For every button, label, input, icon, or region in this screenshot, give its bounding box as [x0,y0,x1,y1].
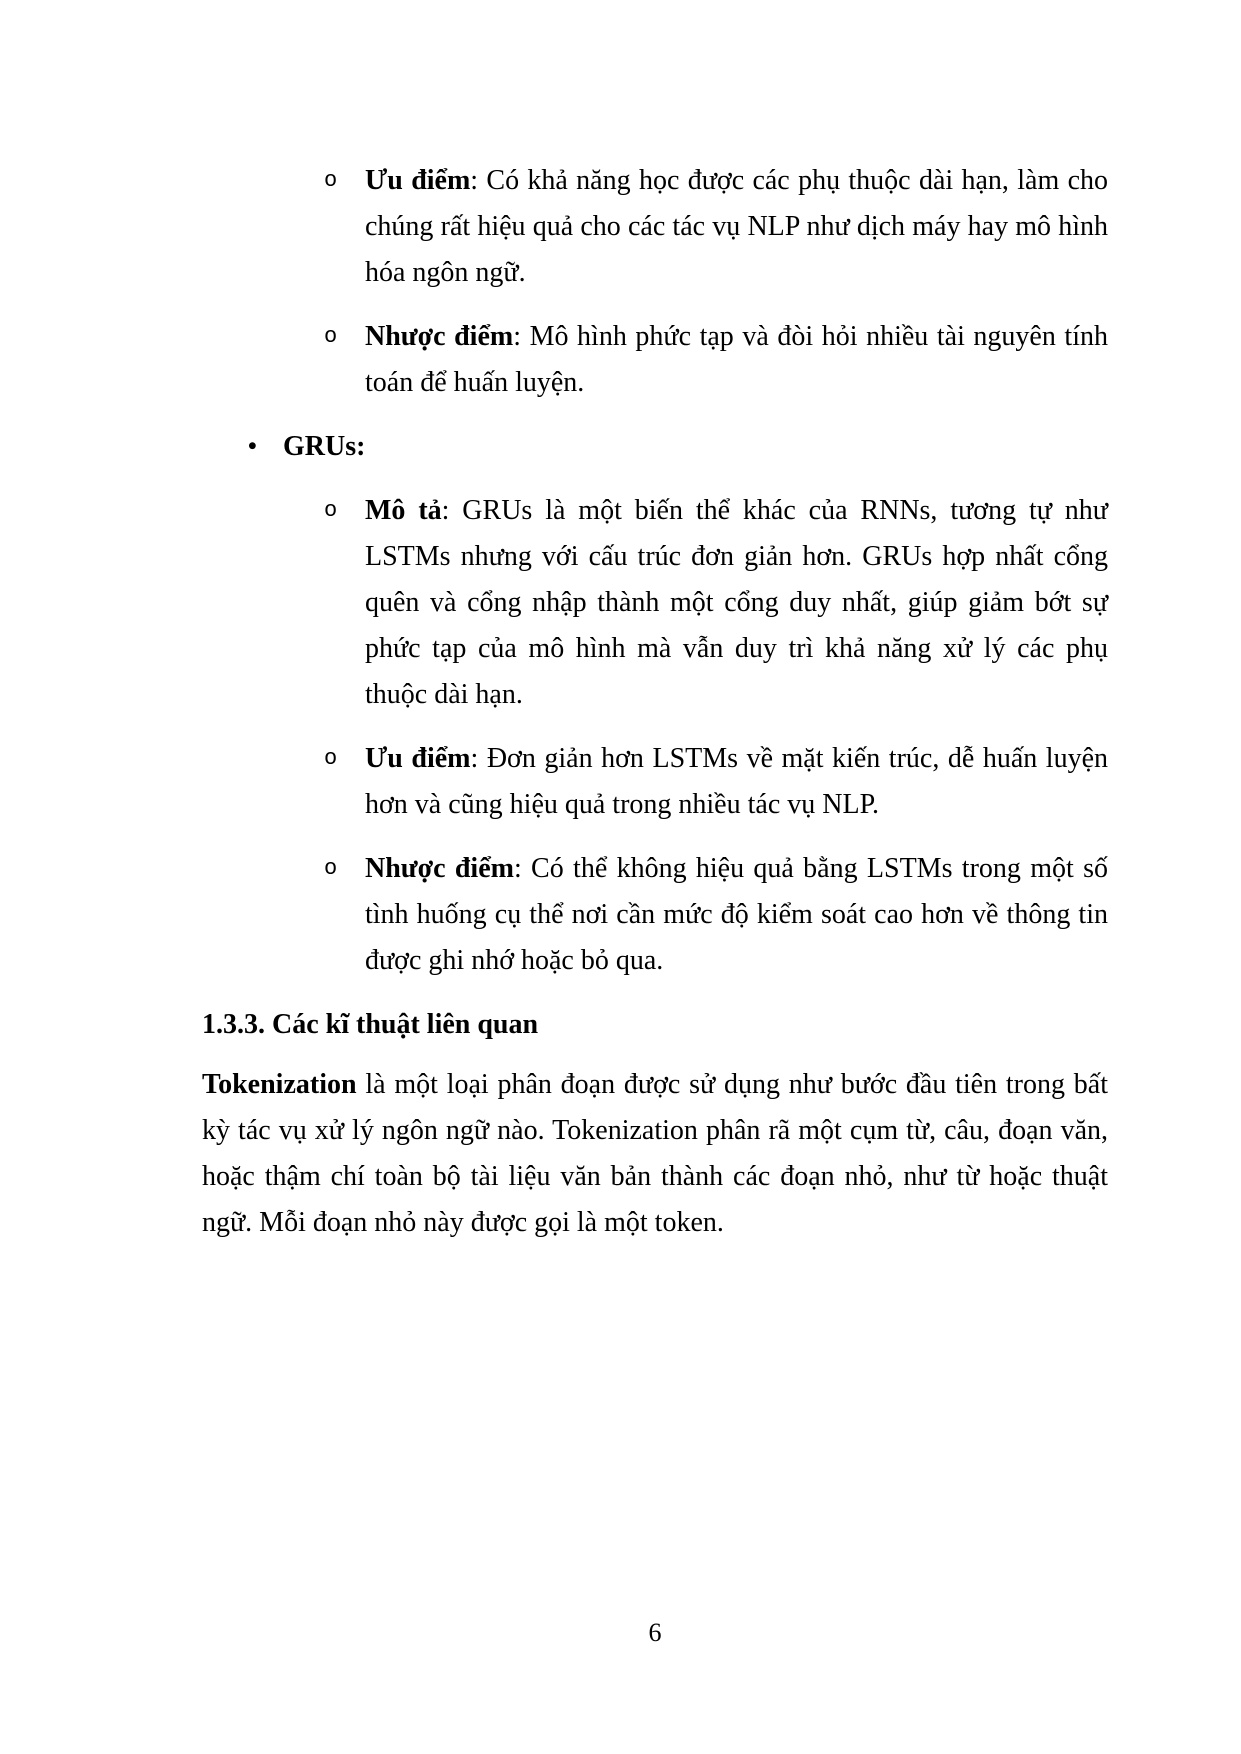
list-item [202,158,1108,296]
bullet-circle-icon: o [324,498,338,523]
list-item-text [365,488,1108,718]
bullet-circle-icon: o [324,856,338,881]
paragraph-text: là một loại phân đoạn được sử dụng như bước đầu tiên trong bất kỳ tác vụ xử lý ngôn ngữ nào. Tokenization phân rã một cụm từ, câu, đoạn văn, hoặc thậm chí toàn bộ tài liệu văn bản thành các đoạn nhỏ, như từ hoặc thuật ngữ. Mỗi đoạn nhỏ này được gọi là một token. [202,1069,1108,1238]
list-item-text [365,846,1108,984]
list-item-text [365,158,1108,296]
page-number: 6 [648,1618,662,1647]
list-item [202,846,1108,984]
list-item-body: : Có khả năng học được các phụ thuộc dài hạn, làm cho chúng rất hiệu quả cho các tác vụ NLP như dịch máy hay mô hình hóa ngôn ngữ. [365,165,1108,288]
list-item-text [283,424,1108,470]
list-item-label: Nhược điểm [365,853,514,884]
list-item [202,488,1108,718]
list-item-label: Nhược điểm [365,321,514,352]
list-item-label: Ưu điểm [365,743,471,774]
list-item-text [365,314,1108,406]
list-item-label: Mô tả [365,495,442,526]
list-item-label: GRUs: [283,431,366,462]
bullet-dot-icon: • [248,433,257,460]
page-content [202,158,1108,1246]
list-item-text [365,736,1108,828]
list-item-body: : Đơn giản hơn LSTMs về mặt kiến trúc, dễ huấn luyện hơn và cũng hiệu quả trong nhiều tác vụ NLP. [365,743,1108,820]
list-item [202,314,1108,406]
bullet-circle-icon: o [324,168,338,193]
section-heading: 1.3.3. Các kĩ thuật liên quan [202,1009,539,1040]
list-item-body: : Mô hình phức tạp và đòi hỏi nhiều tài nguyên tính toán để huấn luyện. [365,321,1108,398]
bullet-circle-icon: o [324,324,338,349]
list-item [202,736,1108,828]
body-paragraph [202,1062,1108,1246]
bullet-circle-icon: o [324,746,338,771]
list-item-body: : GRUs là một biến thể khác của RNNs, tương tự như LSTMs nhưng với cấu trúc đơn giản hơn. GRUs hợp nhất cổng quên và cổng nhập thành một cổng duy nhất, giúp giảm bớt sự phức tạp của mô hình mà vẫn duy trì khả năng xử lý các phụ thuộc dài hạn. [365,495,1108,710]
paragraph-lead-term: Tokenization [202,1069,357,1100]
list-item [202,424,1108,470]
list-item-label: Ưu điểm [365,165,471,196]
list-item-body: : Có thể không hiệu quả bằng LSTMs trong một số tình huống cụ thể nơi cần mức độ kiểm soát cao hơn về thông tin được ghi nhớ hoặc bỏ qua. [365,853,1108,976]
